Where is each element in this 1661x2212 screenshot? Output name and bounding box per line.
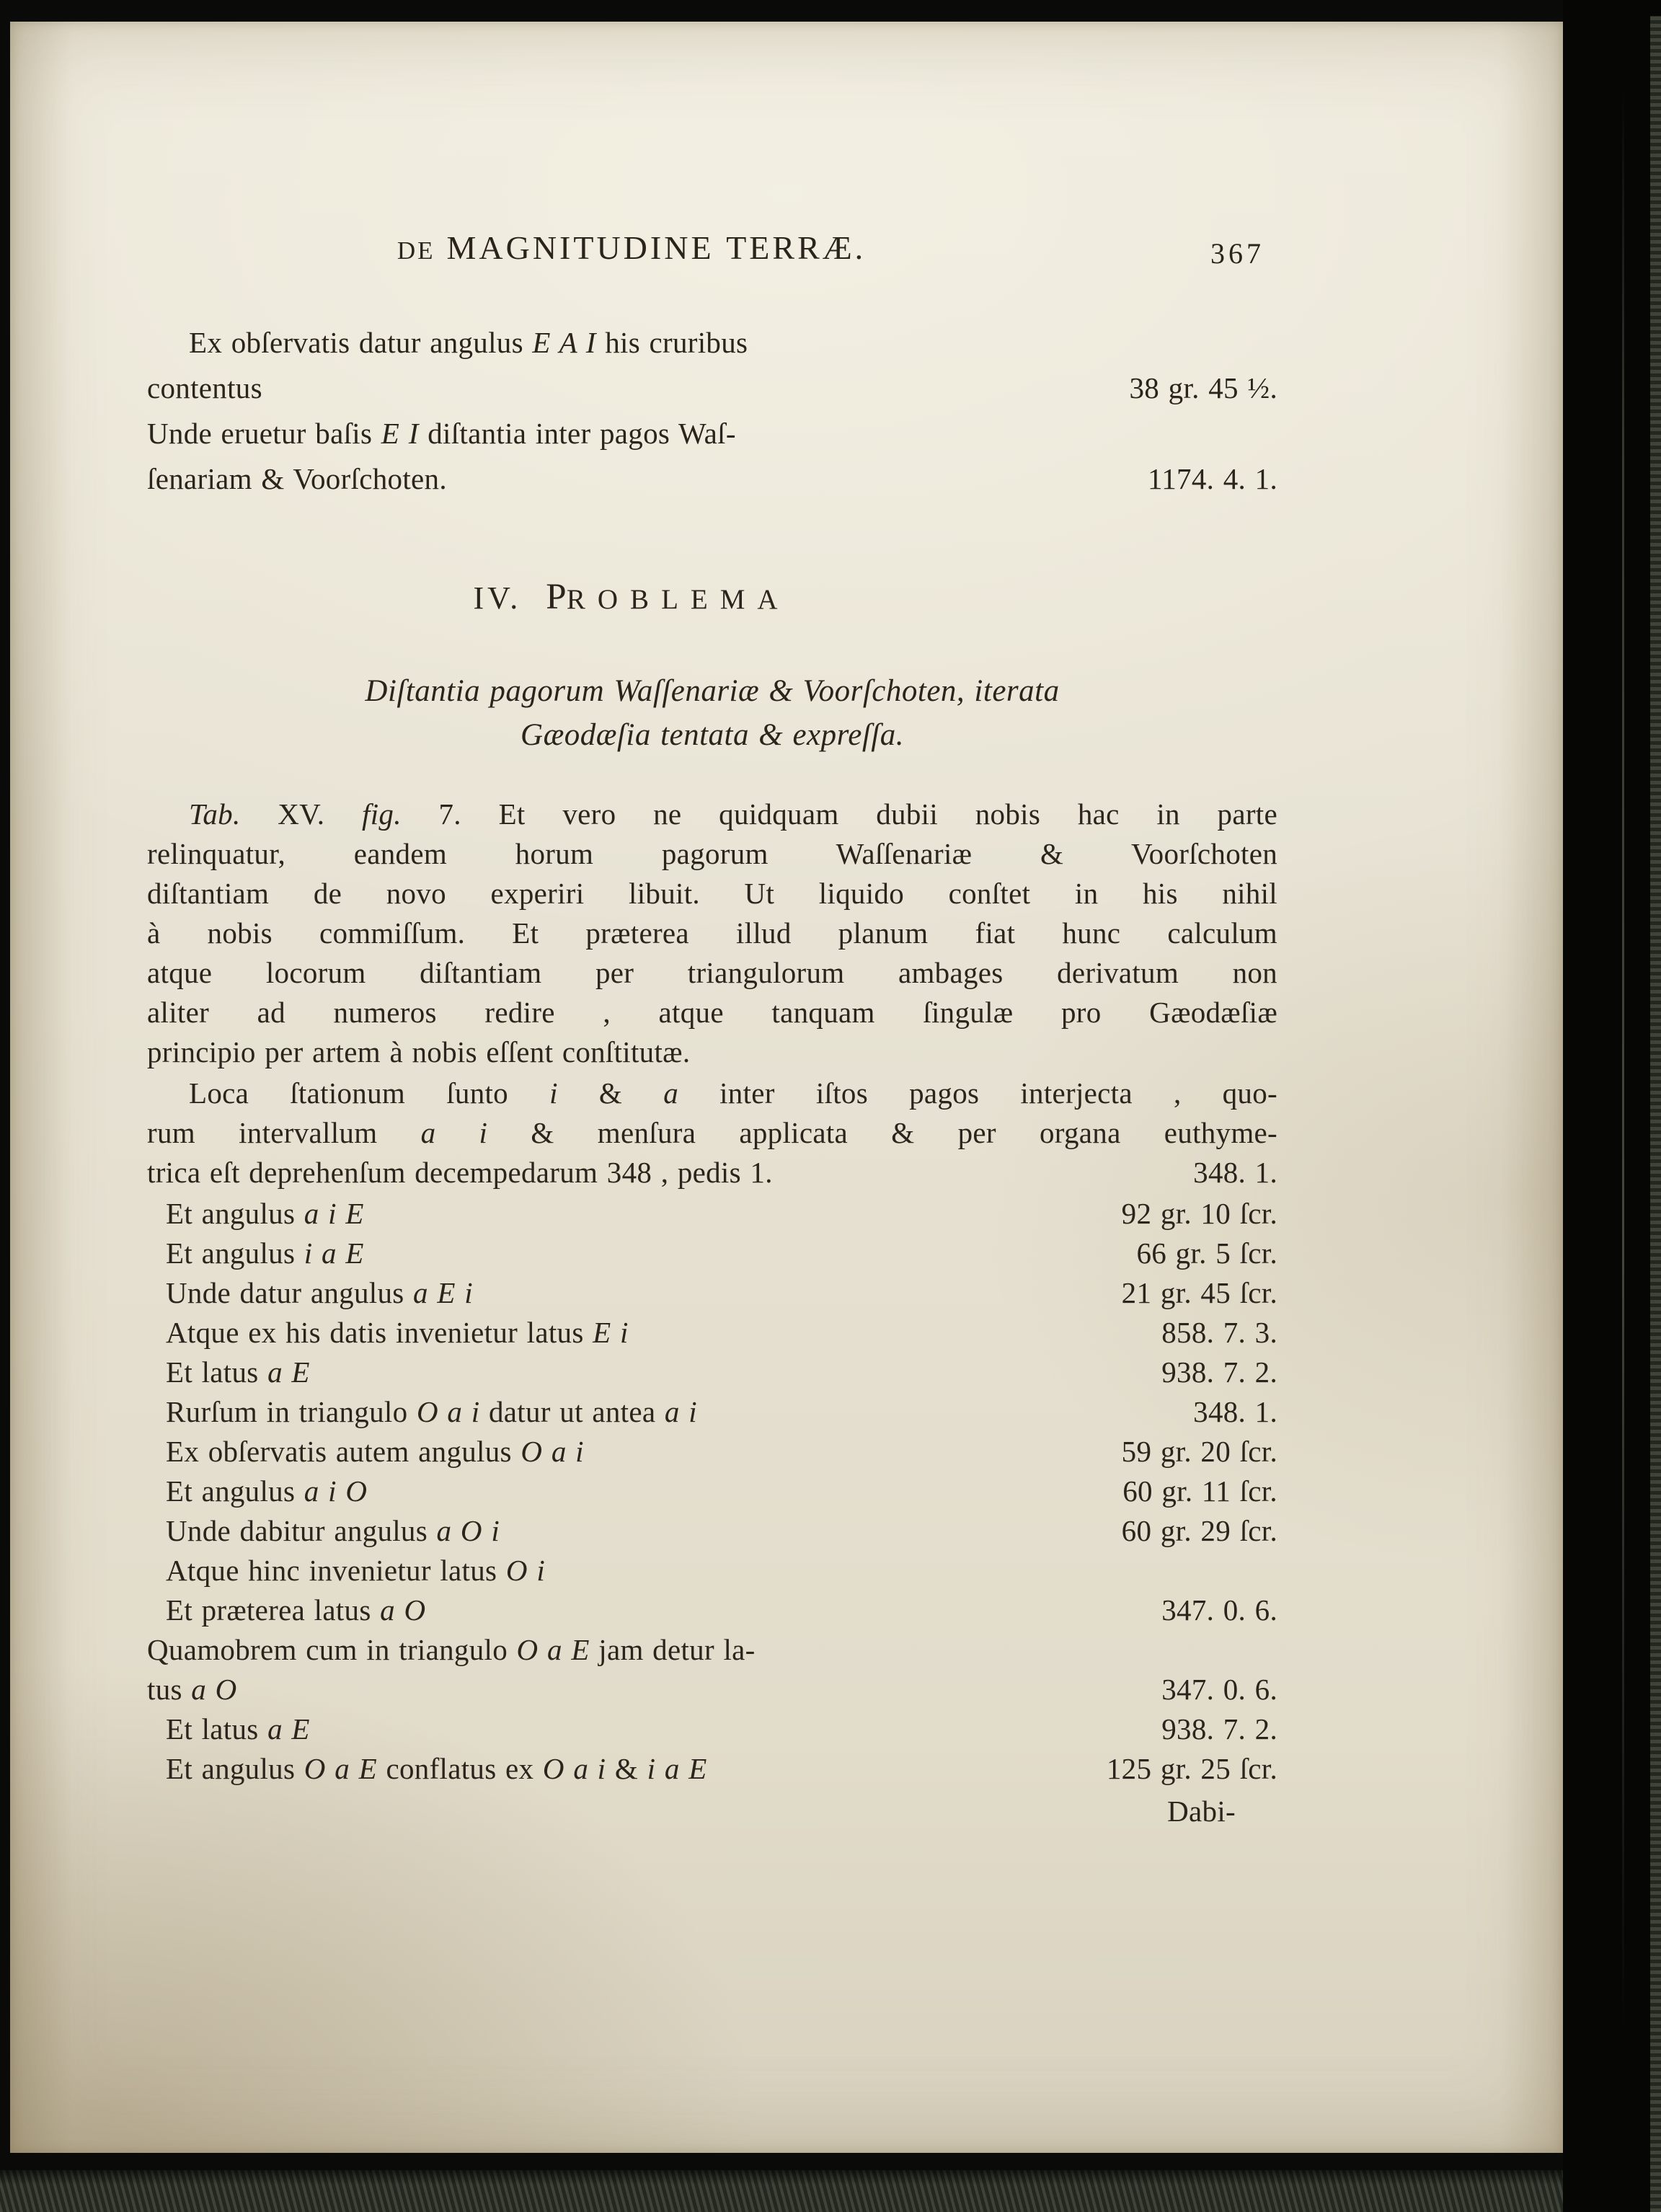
text-segment: 7. Et vero ne quidquam dubii nobis hac in parte bbox=[401, 797, 1277, 831]
text-segment: Atque ex his datis invenietur latus bbox=[166, 1316, 593, 1349]
measure-value: 348. 1. bbox=[1193, 1156, 1277, 1189]
line-text bbox=[147, 417, 736, 450]
measure-label bbox=[166, 1709, 310, 1749]
text-line bbox=[147, 1113, 1277, 1153]
text-segment: Quamobrem cum in triangulo bbox=[147, 1633, 517, 1666]
line-text bbox=[189, 797, 1277, 831]
page-title bbox=[397, 228, 866, 270]
running-header bbox=[147, 228, 1277, 275]
measure-value: 59 gr. 20 ſcr. bbox=[1121, 1435, 1277, 1468]
italic-term: a E bbox=[267, 1712, 310, 1746]
italic-term: O a E bbox=[304, 1752, 377, 1785]
italic-term: E i bbox=[593, 1316, 629, 1349]
italic-term: a i bbox=[420, 1116, 488, 1149]
measure-value: 348. 1. bbox=[1193, 1395, 1277, 1428]
italic-term: O a i bbox=[542, 1752, 606, 1785]
measure-value: 347. 0. 6. bbox=[1161, 1593, 1277, 1627]
measure-value: 347. 0. 6. bbox=[1161, 1673, 1277, 1706]
text-line bbox=[147, 874, 1277, 913]
line-text bbox=[147, 877, 1277, 910]
measure-value: 938. 7. 2. bbox=[1161, 1712, 1277, 1746]
text-segment: datur ut antea bbox=[479, 1395, 665, 1428]
text-segment: Et præterea latus bbox=[166, 1593, 381, 1627]
binding-fabric-bottom bbox=[0, 2170, 1661, 2212]
text-segment: Atque hinc invenietur latus bbox=[166, 1554, 506, 1587]
line-text bbox=[147, 456, 447, 502]
text-line bbox=[147, 366, 1277, 411]
problema-heading bbox=[66, 575, 1197, 621]
text-segment: principio per artem à nobis eſſent conſtitutæ. bbox=[147, 1035, 691, 1069]
measure-row bbox=[147, 1194, 1277, 1234]
text-segment: conflatus ex bbox=[376, 1752, 543, 1785]
text-segment: trica eſt deprehenſum decempedarum 348 , pedis 1. bbox=[147, 1156, 773, 1189]
text-line bbox=[147, 993, 1277, 1032]
text-segment: jam detur la- bbox=[589, 1633, 756, 1666]
measure-row bbox=[147, 1353, 1277, 1392]
text-segment: & bbox=[606, 1752, 647, 1785]
measure-label bbox=[147, 1670, 237, 1709]
italic-term: i a E bbox=[304, 1236, 364, 1270]
italic-term: a i O bbox=[304, 1474, 368, 1508]
italic-term: a E bbox=[267, 1355, 310, 1389]
measure-row bbox=[147, 1392, 1277, 1432]
measure-label bbox=[166, 1511, 500, 1551]
measure-label bbox=[166, 1194, 364, 1234]
page-content bbox=[147, 228, 1277, 1831]
text-segment: Ex obſervatis datur angulus bbox=[189, 326, 533, 359]
line-text bbox=[147, 837, 1277, 870]
italic-term: a O bbox=[191, 1673, 237, 1706]
text-segment: ſenariam & Voorſchoten. bbox=[147, 462, 447, 495]
measure-value: 60 gr. 29 ſcr. bbox=[1121, 1514, 1277, 1547]
italic-term: fig. bbox=[362, 797, 402, 831]
body-paragraph-2 bbox=[147, 1074, 1277, 1193]
measure-value: 38 gr. 45 ½. bbox=[1129, 371, 1277, 404]
measure-value: 938. 7. 2. bbox=[1161, 1355, 1277, 1389]
italic-term: a i bbox=[664, 1395, 697, 1428]
right-gutter bbox=[1563, 0, 1661, 2212]
measure-row bbox=[147, 1273, 1277, 1313]
measure-row bbox=[147, 1511, 1277, 1551]
text-segment: XV. bbox=[240, 797, 363, 831]
italic-term: a O bbox=[380, 1593, 426, 1627]
measure-label bbox=[166, 1472, 367, 1511]
text-segment: diſtantia inter pagos Waſ- bbox=[418, 417, 736, 450]
text-segment: Loca ſtationum ſunto bbox=[189, 1076, 550, 1110]
measurement-list bbox=[147, 1194, 1277, 1789]
text-segment: Ex obſervatis autem angulus bbox=[166, 1435, 521, 1468]
measure-row bbox=[147, 1313, 1277, 1353]
measure-value: 21 gr. 45 ſcr. bbox=[1121, 1276, 1277, 1309]
text-segment: diſtantiam de novo experiri libuit. Ut liquido conſtet in his nihil bbox=[147, 877, 1277, 910]
section-subtitle bbox=[147, 669, 1277, 757]
measure-row bbox=[147, 1591, 1277, 1630]
text-segment: Unde dabitur angulus bbox=[166, 1514, 437, 1547]
measure-label bbox=[166, 1591, 425, 1630]
gutter-highlight bbox=[1622, 87, 1624, 2033]
text-segment: à nobis commiſſum. Et præterea illud planum fiat hunc calculum bbox=[147, 916, 1277, 950]
italic-term: O a E bbox=[516, 1633, 590, 1666]
measure-row bbox=[147, 1749, 1277, 1789]
text-segment: Et latus bbox=[166, 1355, 268, 1389]
text-line bbox=[147, 953, 1277, 993]
title-prefix: DE bbox=[397, 236, 435, 265]
catchword: Dabi- bbox=[1167, 1795, 1236, 1828]
text-line bbox=[147, 456, 1277, 502]
text-segment: Et angulus bbox=[166, 1236, 304, 1270]
text-segment: atque locorum diſtantiam per triangulorum ambages derivatum non bbox=[147, 956, 1277, 989]
measure-row bbox=[147, 1630, 1277, 1670]
measure-row bbox=[147, 1709, 1277, 1749]
italic-term: a i E bbox=[304, 1197, 364, 1230]
text-segment: inter iſtos pagos interjecta , quo- bbox=[678, 1076, 1277, 1110]
italic-term: O a i bbox=[521, 1435, 584, 1468]
text-segment: Et latus bbox=[166, 1712, 268, 1746]
measure-label bbox=[166, 1234, 364, 1273]
book-page bbox=[10, 22, 1563, 2153]
measure-label bbox=[147, 1633, 756, 1666]
measure-value: 66 gr. 5 ſcr. bbox=[1136, 1236, 1277, 1270]
text-segment: rum intervallum bbox=[147, 1116, 421, 1149]
line-text bbox=[189, 1076, 1277, 1110]
text-line bbox=[147, 1074, 1277, 1113]
page-number: 367 bbox=[1210, 237, 1264, 270]
italic-term: E A I bbox=[532, 326, 596, 359]
measure-label bbox=[166, 1749, 707, 1789]
measure-value: 1174. 4. 1. bbox=[1147, 462, 1277, 495]
italic-term: Tab. bbox=[189, 797, 241, 831]
body-paragraph-1 bbox=[147, 795, 1277, 1072]
italic-term: O i bbox=[505, 1554, 546, 1587]
text-line bbox=[147, 1032, 1277, 1072]
intro-paragraph bbox=[147, 320, 1277, 502]
measure-value: 858. 7. 3. bbox=[1161, 1316, 1277, 1349]
line-text bbox=[189, 326, 748, 359]
italic-term: O a i bbox=[416, 1395, 480, 1428]
line-text bbox=[147, 1035, 690, 1069]
measure-row bbox=[147, 1234, 1277, 1273]
line-text bbox=[147, 956, 1277, 989]
measure-label bbox=[166, 1554, 545, 1587]
italic-term: a E i bbox=[413, 1276, 473, 1309]
line-text bbox=[147, 996, 1277, 1029]
line-text bbox=[147, 1116, 1277, 1149]
section-word: PROBLEMA bbox=[546, 577, 790, 617]
italic-term: a O i bbox=[436, 1514, 500, 1547]
text-segment: his cruribus bbox=[595, 326, 748, 359]
text-segment: Unde eruetur baſis bbox=[147, 417, 381, 450]
text-line bbox=[147, 913, 1277, 953]
title-text: MAGNITUDINE TERRÆ. bbox=[446, 229, 867, 266]
measure-value: 60 gr. 11 ſcr. bbox=[1122, 1474, 1277, 1508]
measure-label bbox=[166, 1392, 697, 1432]
binding-fabric-right bbox=[1650, 16, 1661, 2212]
measure-label bbox=[166, 1353, 310, 1392]
measure-label bbox=[166, 1432, 584, 1472]
text-segment: Rurſum in triangulo bbox=[166, 1395, 417, 1428]
text-line bbox=[147, 1153, 1277, 1193]
text-segment: & bbox=[557, 1076, 664, 1110]
italic-term: a bbox=[663, 1076, 679, 1110]
section-numeral: IV. bbox=[473, 580, 522, 616]
text-segment: relinquatur, eandem horum pagorum Waſſenariæ & Voorſchoten bbox=[147, 837, 1277, 870]
measure-value: 92 gr. 10 ſcr. bbox=[1121, 1197, 1277, 1230]
text-segment: aliter ad numeros redire , atque tanquam ſingulæ pro Gæodæſiæ bbox=[147, 996, 1277, 1029]
line-text bbox=[147, 916, 1277, 950]
text-line bbox=[147, 795, 1277, 834]
text-line bbox=[147, 411, 1277, 456]
line-text bbox=[147, 366, 262, 411]
measure-label bbox=[166, 1313, 629, 1353]
measure-row bbox=[147, 1551, 1277, 1591]
text-segment: & menſura applicata & per organa euthyme- bbox=[487, 1116, 1278, 1149]
subtitle-line: Diſtantia pagorum Waſſenariæ & Voorſchoten, iterata bbox=[365, 674, 1060, 708]
text-segment: Unde datur angulus bbox=[166, 1276, 414, 1309]
measure-label bbox=[166, 1273, 473, 1313]
text-segment: contentus bbox=[147, 371, 262, 404]
line-text bbox=[147, 1153, 773, 1193]
subtitle-line: Gæodæſia tentata & expreſſa. bbox=[521, 718, 904, 752]
italic-term: E I bbox=[381, 417, 419, 450]
italic-term: i a E bbox=[647, 1752, 707, 1785]
text-segment: tus bbox=[147, 1673, 192, 1706]
text-segment: Et angulus bbox=[166, 1197, 304, 1230]
measure-row bbox=[147, 1670, 1277, 1709]
measure-row bbox=[147, 1432, 1277, 1472]
text-line bbox=[147, 834, 1277, 874]
measure-value: 125 gr. 25 ſcr. bbox=[1106, 1752, 1277, 1785]
measure-row bbox=[147, 1472, 1277, 1511]
text-line bbox=[147, 320, 1277, 366]
text-segment: Et angulus bbox=[166, 1752, 304, 1785]
text-segment: Et angulus bbox=[166, 1474, 304, 1508]
italic-term: i bbox=[549, 1076, 558, 1110]
